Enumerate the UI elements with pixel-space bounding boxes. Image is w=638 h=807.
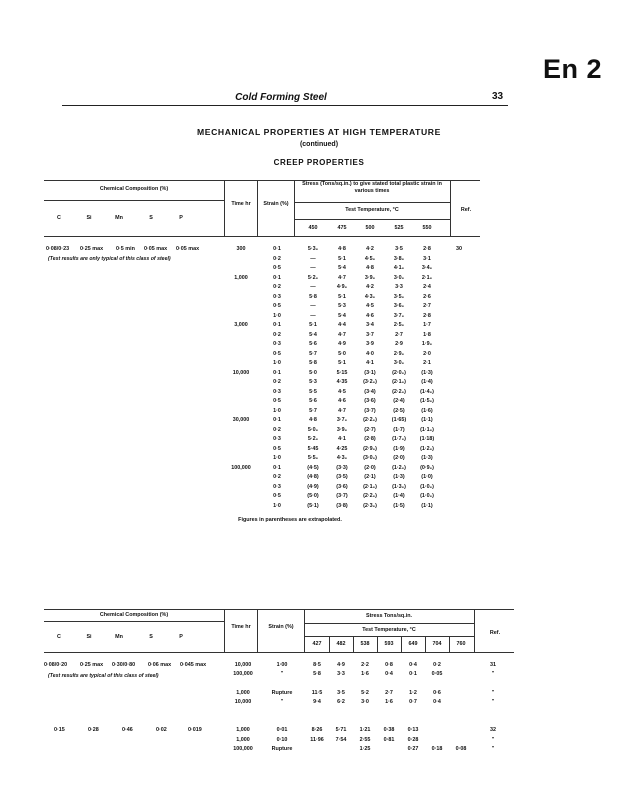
stress-value: (3·6) xyxy=(364,398,376,404)
stress-value: 3·9 xyxy=(366,341,374,347)
strain-value: 0·2 xyxy=(273,426,281,433)
stress-value: 2·0 xyxy=(423,350,431,357)
stress-value: 4·25 xyxy=(336,445,348,452)
stress-value: 3·7₆ xyxy=(393,312,405,319)
stress-value: 0·6 xyxy=(433,690,441,696)
stress-value: 5·3 xyxy=(338,303,346,309)
stress-value: (0·9₆) xyxy=(420,464,434,471)
stress-value: 1·21 xyxy=(359,727,371,733)
element-header: Si xyxy=(86,215,92,221)
element-header: S xyxy=(149,634,153,640)
strain-value: 0·3 xyxy=(273,388,281,395)
stress-value: 3·3 xyxy=(337,671,345,677)
stress-value: (2·5) xyxy=(393,407,405,414)
stress-value: (1·0₆) xyxy=(420,493,434,499)
stress-value: 1·8 xyxy=(423,331,431,338)
stress-value: 2·1₆ xyxy=(421,274,433,281)
stress-value: 4·7 xyxy=(338,331,346,338)
stress-value: 2·9₆ xyxy=(393,350,405,357)
stress-value: 8·26 xyxy=(311,727,323,733)
stress-value: 5·4 xyxy=(338,265,346,271)
stress-value: 0·05 xyxy=(431,671,443,677)
stress-value: (3·7) xyxy=(364,407,376,414)
stress-value: 4·7 xyxy=(338,407,346,414)
stress-value: (1·5) xyxy=(393,502,405,509)
stress-value: 5·3₆ xyxy=(307,246,319,252)
time-value: 10,000 xyxy=(232,369,250,376)
temperature-header: 649 xyxy=(408,641,418,647)
stress-value: (1·3) xyxy=(393,474,405,480)
stress-value: (2·7) xyxy=(364,426,376,433)
strain-value: 0·2 xyxy=(273,331,281,338)
stress-value: 2·7 xyxy=(423,303,431,309)
t2-head-ref: Ref. xyxy=(489,630,501,636)
ref-value: " xyxy=(491,737,495,743)
stress-value: 4·3₆ xyxy=(364,293,376,300)
composition-value: 0·08/0·20 xyxy=(44,662,68,668)
strain-value: 0·1 xyxy=(273,274,281,281)
stress-value: (5·1) xyxy=(307,502,319,509)
stress-value: 7·54 xyxy=(335,737,347,743)
stress-value: (1·2₆) xyxy=(392,464,406,471)
stress-value: (2·9₆) xyxy=(363,445,377,452)
temperature-header: 500 xyxy=(365,225,375,231)
element-header: C xyxy=(57,215,61,221)
composition-value: 0·25 max xyxy=(80,662,104,668)
strain-value: 1·0 xyxy=(273,455,281,461)
composition-value: 0·06 max xyxy=(148,662,172,668)
stress-value: — xyxy=(310,303,316,309)
strain-value: 0·5 xyxy=(273,350,281,357)
strain-value: 0·2 xyxy=(273,474,281,480)
element-header: Mn xyxy=(115,634,123,640)
stress-value: 5·5 xyxy=(309,388,317,395)
stress-value: 0·1 xyxy=(409,671,417,677)
stress-value: 5·0₆ xyxy=(307,426,319,433)
stress-value: 3·7 xyxy=(366,331,374,338)
stress-value: (5·0) xyxy=(307,493,319,499)
element-header: Mn xyxy=(115,215,123,221)
strain-value: 0·1 xyxy=(273,369,281,376)
stress-value: 0·4 xyxy=(433,699,441,705)
composition-value: 0·05 max xyxy=(176,246,200,252)
stress-value: 11·5 xyxy=(311,690,323,696)
time-value: 1,000 xyxy=(234,274,248,281)
stress-value: (3·7) xyxy=(336,493,348,499)
strain-value: 0·5 xyxy=(273,303,281,309)
stress-value: 0·2 xyxy=(433,662,441,668)
stress-value: 0·28 xyxy=(407,737,419,743)
stress-value: 1·7 xyxy=(423,322,431,328)
stress-value: 5·5₆ xyxy=(307,455,319,461)
strain-value: 0·5 xyxy=(273,265,281,271)
stress-value: 4·4 xyxy=(338,322,346,328)
stress-value: 4·6 xyxy=(338,398,346,404)
element-header: P xyxy=(179,215,183,221)
stress-value: 0·18 xyxy=(431,746,443,752)
stress-value: 5·2 xyxy=(361,690,369,696)
ref-value: " xyxy=(491,746,495,752)
stress-value: (1·0₆) xyxy=(420,483,434,490)
stress-value: 4·3₆ xyxy=(336,455,348,461)
strain-value: 1·0 xyxy=(273,502,281,509)
stress-value: 3·0₆ xyxy=(393,274,405,281)
stress-value: (2·1) xyxy=(364,474,376,480)
composition-value: 0·5 min xyxy=(116,246,135,252)
stress-value: (1·3) xyxy=(421,369,433,376)
stress-value: 6·2 xyxy=(337,699,345,705)
stress-value: 2·8 xyxy=(423,246,431,252)
stress-value: 4·9 xyxy=(337,662,345,668)
stress-value: (3·3) xyxy=(336,464,348,471)
page-title: MECHANICAL PROPERTIES AT HIGH TEMPERATURE xyxy=(197,127,441,137)
element-header: Si xyxy=(86,634,92,640)
stress-value: 1·25 xyxy=(359,746,371,752)
t1-head-temp: Test Temperature, °C xyxy=(345,207,399,213)
stress-value: 1·6 xyxy=(385,699,393,705)
stress-value: 4·1₆ xyxy=(393,265,405,271)
stress-value: 4·5 xyxy=(338,388,346,395)
stress-value: 4·1 xyxy=(338,436,346,442)
page-subtitle: (continued) xyxy=(299,141,339,148)
strain-value: 0·1 xyxy=(273,246,281,252)
t2-head-temp: Test Temperature, °C xyxy=(362,627,416,633)
strain-value: 1·0 xyxy=(273,360,281,366)
stress-value: 4·6 xyxy=(366,312,374,319)
stress-value: (2·0) xyxy=(364,464,376,471)
stress-value: 5·8 xyxy=(313,671,321,677)
stress-value: 0·81 xyxy=(383,737,395,743)
stress-value: 0·13 xyxy=(407,727,419,733)
stress-value: 1·2 xyxy=(409,690,417,696)
stress-value: 3·1 xyxy=(423,255,431,262)
time-value: 10,000 xyxy=(234,699,252,705)
stress-value: 3·6₆ xyxy=(393,303,405,309)
running-head: Cold Forming Steel xyxy=(235,92,327,103)
stress-value: 2·5₆ xyxy=(393,322,405,328)
stress-value: 5·71 xyxy=(335,727,347,733)
temperature-header: 550 xyxy=(422,225,432,231)
ref-value: " xyxy=(491,671,495,677)
stress-value: 0·8 xyxy=(385,662,393,668)
t2-head-stress: Stress Tons/sq.in. xyxy=(365,613,413,619)
stress-value: — xyxy=(310,265,316,271)
stress-value: (3·2₆) xyxy=(363,379,377,385)
stress-value: 5·1 xyxy=(338,293,346,300)
stress-value: 4·2 xyxy=(366,284,374,290)
element-header: C xyxy=(57,634,61,640)
strain-value: " xyxy=(280,699,284,705)
temperature-header: 450 xyxy=(308,225,318,231)
strain-value: 0·2 xyxy=(273,379,281,385)
strain-value: Rupture xyxy=(271,746,293,752)
stress-value: 2·55 xyxy=(359,737,371,743)
t1-footnote: Figures in parentheses are extrapolated. xyxy=(238,517,342,523)
stress-value: 2·1 xyxy=(423,360,431,366)
stress-value: 0·4 xyxy=(409,662,417,668)
strain-value: 1·00 xyxy=(276,662,288,668)
stress-value: 0·4 xyxy=(385,671,393,677)
stress-value: 3·5 xyxy=(337,690,345,696)
stress-value: 5·2₆ xyxy=(307,436,319,442)
stress-value: 4·2 xyxy=(366,246,374,252)
stress-value: (2·2₆) xyxy=(363,417,377,423)
stress-value: 3·8₆ xyxy=(393,255,405,262)
temperature-header: 427 xyxy=(312,641,322,647)
stress-value: (2·2₆) xyxy=(392,388,406,395)
stress-value: (1·4₆) xyxy=(420,388,434,395)
stress-value: 2·2 xyxy=(361,662,369,668)
stress-value: (3·6) xyxy=(336,483,348,490)
stress-value: 4·5 xyxy=(366,303,374,309)
stress-value: 1·9₆ xyxy=(421,341,433,347)
stress-value: (2·1₆) xyxy=(363,483,377,490)
stress-value: 5·45 xyxy=(307,445,319,452)
stress-value: 2·7 xyxy=(385,690,393,696)
stress-value: (3·1) xyxy=(364,369,376,376)
stress-value: (2·3₆) xyxy=(363,502,377,509)
stress-value: (1·2₆) xyxy=(420,445,434,452)
t1-head-time: Time hr xyxy=(231,201,251,207)
stress-value: (2·2₆) xyxy=(363,493,377,499)
stress-value: (2·0) xyxy=(393,455,405,461)
stress-value: (3·4) xyxy=(364,388,376,395)
ref-value: " xyxy=(491,699,495,705)
strain-value: 1·0 xyxy=(273,407,281,414)
stress-value: 3·0 xyxy=(361,699,369,705)
stress-value: (3·0₆) xyxy=(363,455,377,461)
element-header: P xyxy=(179,634,183,640)
stress-value: 2·9 xyxy=(395,341,403,347)
t2-head-strain: Strain (%) xyxy=(268,624,294,630)
stress-value: 5·3 xyxy=(309,379,317,385)
stress-value: 4·35 xyxy=(336,379,348,385)
ref-value: 32 xyxy=(490,727,496,733)
time-value: 300 xyxy=(236,246,246,252)
stress-value: (2·4) xyxy=(393,398,405,404)
composition-value: 0·30/0·80 xyxy=(112,662,136,668)
stress-value: 5·0 xyxy=(338,350,346,357)
stress-value: (1·0) xyxy=(421,474,433,480)
stress-value: 4·8 xyxy=(366,265,374,271)
composition-value: 0·019 xyxy=(188,727,202,733)
stress-value: 3·4 xyxy=(366,322,374,328)
stress-value: 2·4 xyxy=(423,284,431,290)
stress-value: 4·0 xyxy=(366,350,374,357)
stress-value: 4·9 xyxy=(338,341,346,347)
time-value: 100,000 xyxy=(233,746,253,752)
stress-value: 5·7 xyxy=(309,407,317,414)
stress-value: 3·7₆ xyxy=(336,417,348,423)
stress-value: 11·96 xyxy=(310,737,324,743)
strain-value: Rupture xyxy=(271,690,293,696)
section-title: CREEP PROPERTIES xyxy=(273,158,365,167)
composition-value: 0·02 xyxy=(156,727,167,733)
stress-value: 1·6 xyxy=(361,671,369,677)
composition-value: 0·15 xyxy=(54,727,65,733)
strain-value: " xyxy=(280,671,284,677)
stress-value: — xyxy=(310,255,316,262)
stress-value: (1·1) xyxy=(421,502,433,509)
stress-value: (1·7₆) xyxy=(392,436,406,442)
time-value: 1,000 xyxy=(236,727,250,733)
stress-value: 3·5₆ xyxy=(393,293,405,300)
stress-value: 4·5₆ xyxy=(364,255,376,262)
stress-value: (3·8) xyxy=(336,502,348,509)
temperature-header: 482 xyxy=(336,641,346,647)
t1-note: (Test results are only typical of this class of steel) xyxy=(48,256,171,262)
time-value: 1,000 xyxy=(236,737,250,743)
composition-value: 0·08/0·23 xyxy=(46,246,70,252)
temperature-header: 593 xyxy=(384,641,394,647)
stress-value: 4·7 xyxy=(338,274,346,281)
ref-value: " xyxy=(491,690,495,696)
stress-value: 5·15 xyxy=(336,369,348,376)
composition-value: 0·46 xyxy=(122,727,133,733)
t2-note: (Test results are typical of this class of steel) xyxy=(48,673,159,679)
stress-value: 0·7 xyxy=(409,699,417,705)
strain-value: 0·2 xyxy=(273,284,281,290)
t1-head-ref: Ref. xyxy=(460,207,472,213)
stress-value: (4·8) xyxy=(307,474,319,480)
stress-value: 5·6 xyxy=(309,341,317,347)
element-header: S xyxy=(149,215,153,221)
strain-value: 1·0 xyxy=(273,312,281,319)
temperature-header: 475 xyxy=(337,225,347,231)
stress-value: (1·5₆) xyxy=(420,398,434,404)
stress-value: 9·4 xyxy=(313,699,321,705)
stress-value: (2·0₆) xyxy=(392,369,406,376)
stress-value: (1·4) xyxy=(421,379,433,385)
t1-ref: 30 xyxy=(456,246,462,252)
stress-value: 0·08 xyxy=(455,746,467,752)
stress-value: (1·3₆) xyxy=(392,483,406,490)
strain-value: 0·3 xyxy=(273,436,281,442)
composition-value: 0·05 max xyxy=(144,246,168,252)
stress-value: 2·6 xyxy=(423,293,431,300)
stress-value: (1·65) xyxy=(391,417,407,423)
stress-value: (1·9) xyxy=(393,445,405,452)
ref-value: 31 xyxy=(490,662,496,668)
stress-value: 5·7 xyxy=(309,350,317,357)
stress-value: 5·2₆ xyxy=(307,274,319,281)
stress-value: 0·27 xyxy=(407,746,419,752)
stress-value: (1·7) xyxy=(393,426,405,433)
stress-value: 5·1 xyxy=(338,360,346,366)
composition-value: 0·25 max xyxy=(80,246,104,252)
t1-head-strain: Strain (%) xyxy=(263,201,289,207)
strain-value: 0·01 xyxy=(276,727,288,733)
stress-value: 5·1 xyxy=(309,322,317,328)
stress-value: 5·1 xyxy=(338,255,346,262)
stress-value: 4·8 xyxy=(338,246,346,252)
strain-value: 0·5 xyxy=(273,398,281,404)
composition-value: 0·28 xyxy=(88,727,99,733)
stress-value: 3·9₆ xyxy=(364,274,376,281)
stress-value: 3·0₆ xyxy=(393,360,405,366)
temperature-header: 704 xyxy=(432,641,442,647)
stress-value: 5·4 xyxy=(309,331,317,338)
stress-value: 2·8 xyxy=(423,312,431,319)
strain-value: 0·1 xyxy=(273,464,281,471)
time-value: 100,000 xyxy=(233,671,253,677)
temperature-header: 538 xyxy=(360,641,370,647)
time-value: 30,000 xyxy=(232,417,250,423)
stress-value: (2·1₆) xyxy=(392,379,406,385)
stress-value: (2·8) xyxy=(364,436,376,442)
stress-value: 8·5 xyxy=(313,662,321,668)
stress-value: 4·9₆ xyxy=(336,284,348,290)
stress-value: 0·38 xyxy=(383,727,395,733)
t2-head-composition: Chemical Composition (%) xyxy=(99,612,169,618)
stress-value: 5·4 xyxy=(338,312,346,319)
stress-value: (3·5) xyxy=(336,474,348,480)
stress-value: (1·18) xyxy=(419,436,435,442)
stress-value: 3·9₆ xyxy=(336,426,348,433)
stress-value: (4·9) xyxy=(307,483,319,490)
stress-value: 2·7 xyxy=(395,331,403,338)
stress-value: 3·5 xyxy=(395,246,403,252)
t1-head-stress: Stress (Tons/sq.in.) to give stated total plastic strain in various times xyxy=(302,181,442,194)
time-value: 3,000 xyxy=(234,322,248,328)
strain-value: 0·3 xyxy=(273,293,281,300)
stress-value: 5·8 xyxy=(309,360,317,366)
stress-value: — xyxy=(310,312,316,319)
stress-value: (1·1) xyxy=(421,417,433,423)
stress-value: (1·1₆) xyxy=(420,426,434,433)
strain-value: 0·3 xyxy=(273,483,281,490)
stress-value: (1·3) xyxy=(421,455,433,461)
strain-value: 0·10 xyxy=(276,737,288,743)
page-number: 33 xyxy=(492,91,504,102)
stress-value: — xyxy=(310,284,316,290)
strain-value: 0·2 xyxy=(273,255,281,262)
document-badge: En 2 xyxy=(542,54,602,84)
temperature-header: 525 xyxy=(394,225,404,231)
stress-value: 4·8 xyxy=(309,417,317,423)
strain-value: 0·5 xyxy=(273,445,281,452)
t1-head-composition: Chemical Composition (%) xyxy=(99,186,169,192)
temperature-header: 760 xyxy=(456,641,466,647)
stress-value: 5·6 xyxy=(309,398,317,404)
strain-value: 0·3 xyxy=(273,341,281,347)
stress-value: 5·8 xyxy=(309,293,317,300)
stress-value: (4·5) xyxy=(307,464,319,471)
stress-value: 3·4₆ xyxy=(421,265,433,271)
stress-value: 5·0 xyxy=(309,369,317,376)
stress-value: 4·1 xyxy=(366,360,374,366)
stress-value: (1·4) xyxy=(393,493,405,499)
time-value: 100,000 xyxy=(231,464,251,471)
time-value: 1,000 xyxy=(236,690,250,696)
time-value: 10,000 xyxy=(234,662,252,668)
strain-value: 0·1 xyxy=(273,322,281,328)
stress-value: 3·3 xyxy=(395,284,403,290)
t2-head-time: Time hr xyxy=(231,624,251,630)
stress-value: (1·6) xyxy=(421,407,433,414)
composition-value: 0·045 max xyxy=(180,662,207,668)
strain-value: 0·1 xyxy=(273,417,281,423)
strain-value: 0·5 xyxy=(273,493,281,499)
